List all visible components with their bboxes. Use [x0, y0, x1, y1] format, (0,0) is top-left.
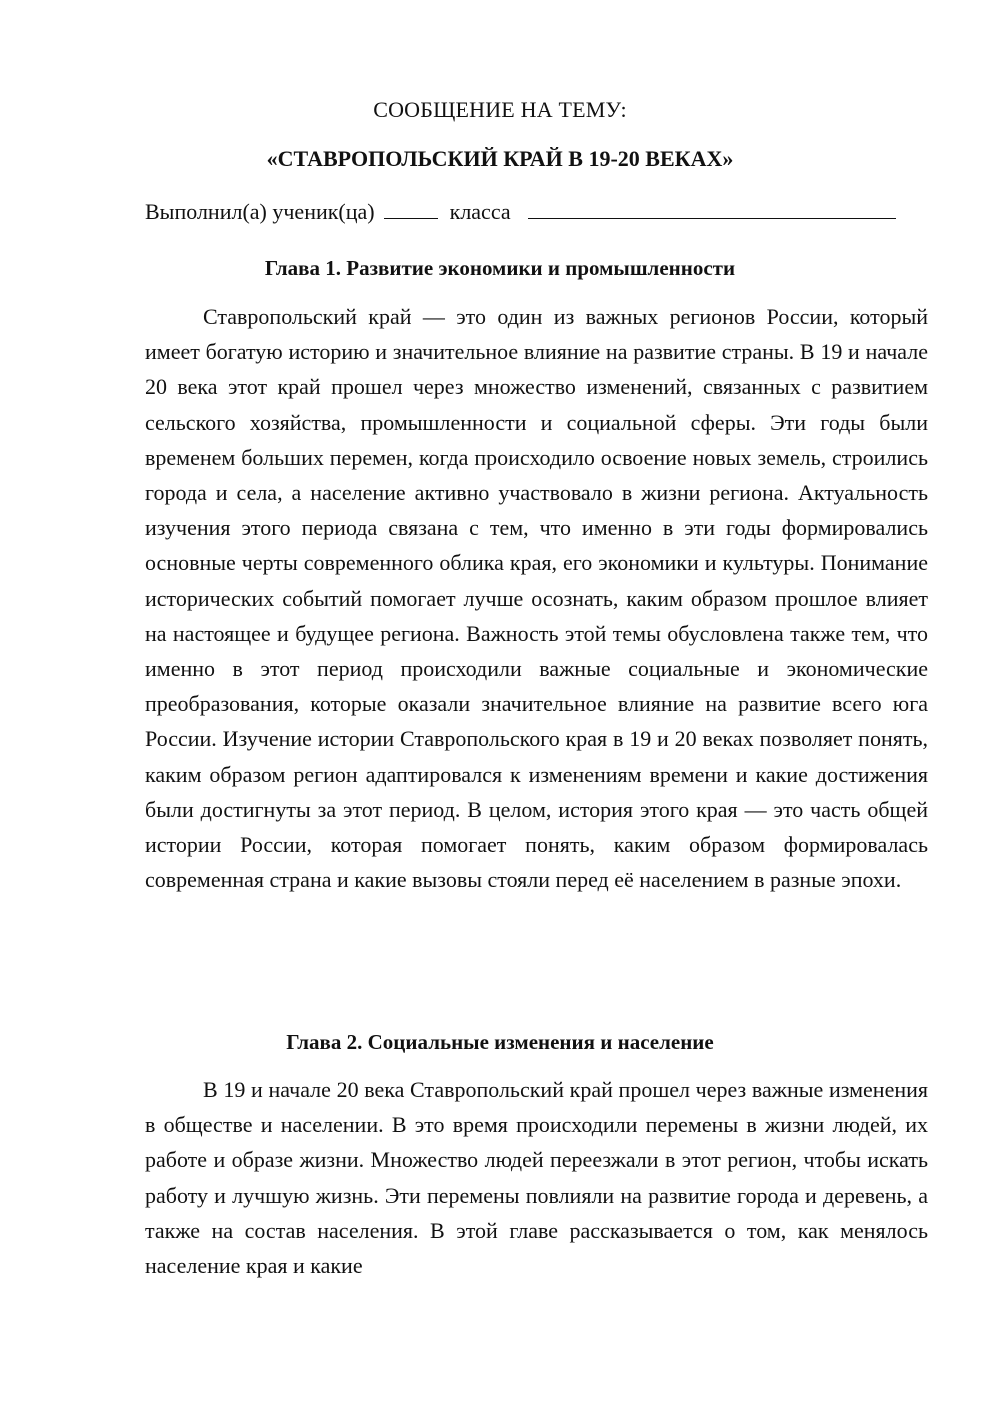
chapter-1-heading: Глава 1. Развитие экономики и промышленности: [264, 256, 736, 280]
chapter-2-heading: Глава 2. Социальные изменения и население: [286, 1030, 714, 1054]
student-name-blank: [528, 198, 896, 219]
document-title-line-2: «СТАВРОПОЛЬСКИЙ КРАЙ В 19-20 ВЕКАХ»: [266, 146, 734, 171]
author-line: [145, 195, 935, 229]
author-prefix: Выполнил(а) ученик(ца): [145, 199, 375, 224]
chapter-1-paragraph: Ставропольский край — это один из важных регионов России, который имеет богатую историю и значительное влияние на развитие страны. В 19 и начале 20 века этот край прошел через множество изменений, связанных с развитием сельского хозяйства, промышленности и социальной сферы. Эти годы были временем больших перемен, когда происходило освоение новых земель, строились города и села, а население активно участвовало в жизни региона. Актуальность изучения этого периода связана с тем, что именно в эти годы формировались основные черты современного облика края, его экономики и культуры. Понимание исторических событий помогает лучше осознать, каким образом прошлое влияет на настоящее и будущее региона. Важность этой темы обусловлена также тем, что именно в этот период происходили важные социальные и экономические преобразования, которые оказали значительное влияние на развитие всего юга России. Изучение истории Ставропольского края в 19 и 20 веках позволяет понять, каким образом регион адаптировался к изменениям времени и какие достижения были достигнуты за этот период. В целом, история этого края — это часть общей истории России, которая помогает понять, каким образом формировалась современная страна и какие вызовы стояли перед её населением в разные эпохи.: [145, 304, 928, 893]
document-title-line-1: СООБЩЕНИЕ НА ТЕМУ:: [373, 97, 627, 122]
author-class-label: класса: [449, 199, 511, 224]
chapter-2-paragraph: В 19 и начале 20 века Ставропольский край прошел через важные изменения в обществе и населении. В это время происходили перемены в жизни людей, их работе и образе жизни. Множество людей переезжали в этот регион, чтобы искать работу и лучшую жизнь. Эти перемены повлияли на развитие города и деревень, а также на состав населения. В этой главе рассказывается о том, как менялось население края и какие: [145, 1077, 928, 1279]
class-number-blank: [384, 198, 438, 219]
